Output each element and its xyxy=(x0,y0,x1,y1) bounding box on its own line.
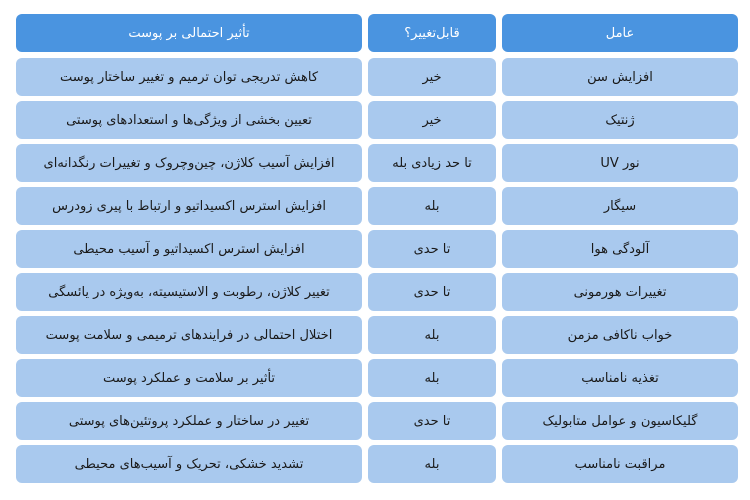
row-4-factor: سیگار xyxy=(502,187,738,225)
row-2-factor: ژنتیک xyxy=(502,101,738,139)
row-10-effect: تشدید خشکی، تحریک و آسیب‌های محیطی xyxy=(16,445,362,483)
row-7-effect: اختلال احتمالی در فرایندهای ترمیمی و سلامت پوست xyxy=(16,316,362,354)
row-9-effect: تغییر در ساختار و عملکرد پروتئین‌های پوستی xyxy=(16,402,362,440)
row-2-effect: تعیین بخشی از ویژگی‌ها و استعدادهای پوستی xyxy=(16,101,362,139)
row-1-factor: افزایش سن xyxy=(502,58,738,96)
row-8-changeable: بله xyxy=(368,359,496,397)
skin-factors-table xyxy=(20,14,738,488)
row-5-changeable: تا حدی xyxy=(368,230,496,268)
header-changeable: قابل‌تغییر؟ xyxy=(368,14,496,52)
row-10-factor: مراقبت نامناسب xyxy=(502,445,738,483)
row-3-effect: افزایش آسیب کلاژن، چین‌وچروک و تغییرات رنگدانه‌ای xyxy=(16,144,362,182)
row-8-factor: تغذیه نامناسب xyxy=(502,359,738,397)
header-factor: عامل xyxy=(502,14,738,52)
row-10-changeable: بله xyxy=(368,445,496,483)
row-5-factor: آلودگی هوا xyxy=(502,230,738,268)
row-3-factor: نور UV xyxy=(502,144,738,182)
row-1-changeable: خیر xyxy=(368,58,496,96)
row-6-changeable: تا حدی xyxy=(368,273,496,311)
row-4-changeable: بله xyxy=(368,187,496,225)
header-effect: تأثیر احتمالی بر پوست xyxy=(16,14,362,52)
row-6-effect: تغییر کلاژن، رطوبت و الاستیسیته، به‌ویژه در یائسگی xyxy=(16,273,362,311)
row-9-changeable: تا حدی xyxy=(368,402,496,440)
row-6-factor: تغییرات هورمونی xyxy=(502,273,738,311)
row-7-factor: خواب ناکافی مزمن xyxy=(502,316,738,354)
row-1-effect: کاهش تدریجی توان ترمیم و تغییر ساختار پوست xyxy=(16,58,362,96)
row-3-changeable: تا حد زیادی بله xyxy=(368,144,496,182)
row-7-changeable: بله xyxy=(368,316,496,354)
row-5-effect: افزایش استرس اکسیداتیو و آسیب محیطی xyxy=(16,230,362,268)
row-4-effect: افزایش استرس اکسیداتیو و ارتباط با پیری زودرس xyxy=(16,187,362,225)
row-8-effect: تأثیر بر سلامت و عملکرد پوست xyxy=(16,359,362,397)
row-2-changeable: خیر xyxy=(368,101,496,139)
row-9-factor: گلیکاسیون و عوامل متابولیک xyxy=(502,402,738,440)
